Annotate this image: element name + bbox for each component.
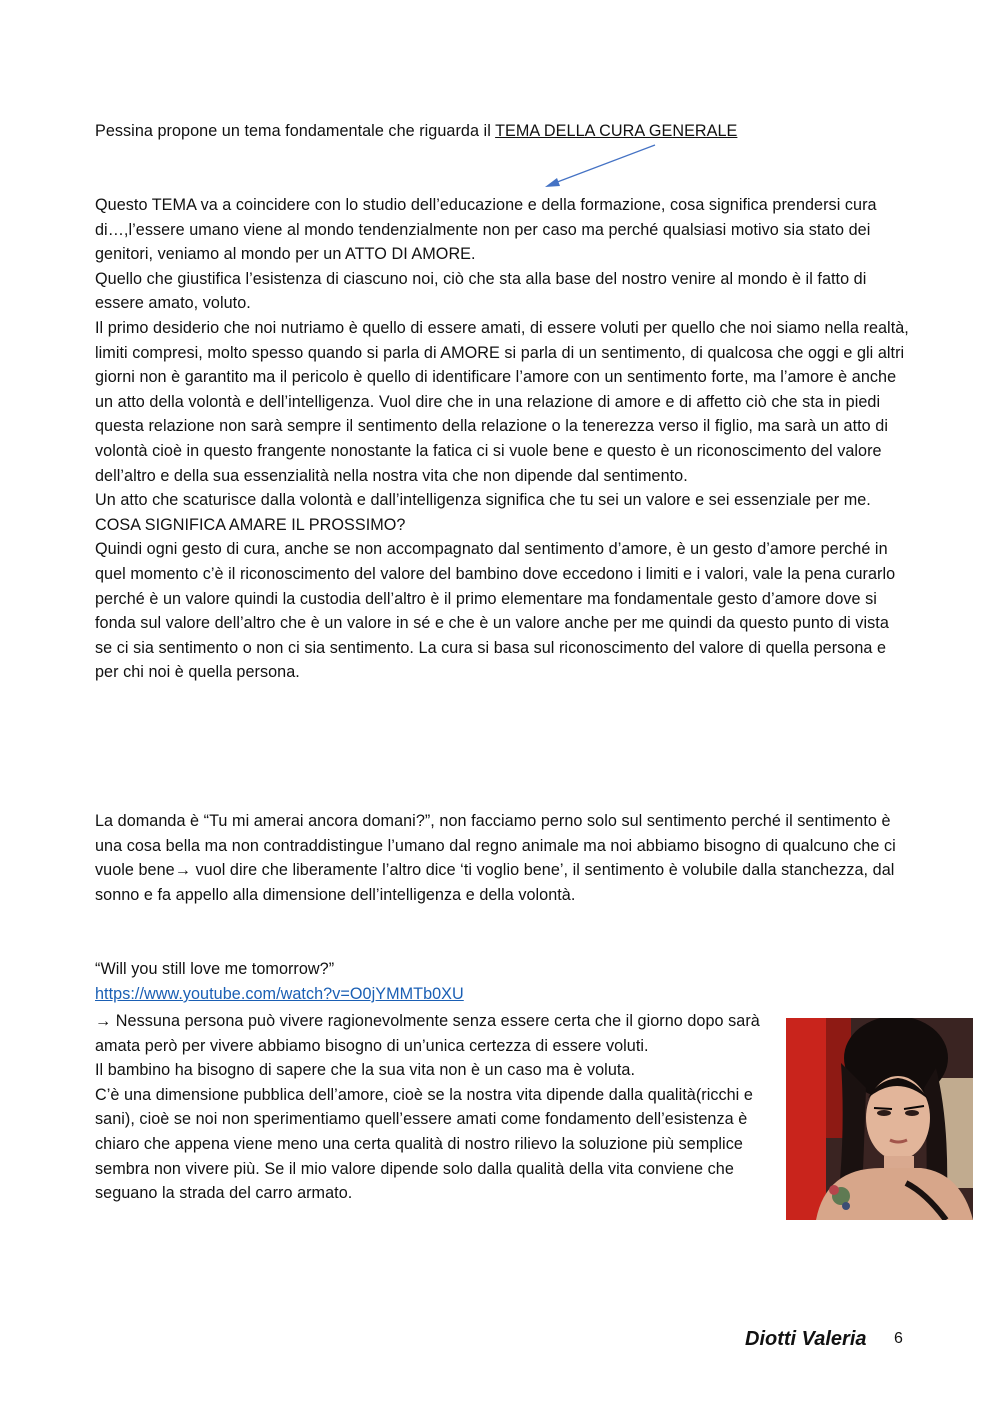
paragraph-main: Questo TEMA va a coincidere con lo studio dell’educazione e della formazione, cosa significa prendersi cura di…,l’essere umano viene al mondo tendenzialmente non per caso ma perché qualsiasi motivo sia stato dei genitori, veniamo al mondo per un ATTO DI AMORE. Quello che giustifica l’esistenza di ciascuno noi, ciò che sta alla base del nostro venire al mondo è il fatto di essere amato, voluto. Il primo desiderio che noi nutriamo è quello di essere amati, di essere voluti per quello che noi siamo nella realtà, limiti compresi, molto spesso quando si parla di AMORE si parla di un sentimento, di qualcosa che oggi e gli altri giorni non è garantito ma il pericolo è quello di identificare l’amore con un sentimento forte, ma l’amore è anche un atto della volontà e dell’intelligenza. Vuol dire che in una relazione di amore e di affetto ciò che sta in piedi questa relazione non sarà sempre il sentimento della relazione o la tenerezza verso il figlio, ma sarà un atto di volontà cioè in questo frangente nonostante la fatica ci si vuole bene e questo è un riconoscimento del valore dell’altro e della sua essenzialità nella nostra vita che non dipende dal sentimento. Un atto che scaturisce dalla volontà e dall’intelligenza significa che tu sei un valore e sei essenziale per me. COSA SIGNIFICA AMARE IL PROSSIMO? Quindi ogni gesto di cura, anche se non accompagnato dal sentimento d’amore, è un gesto d’amore perché in quel momento c’è il riconoscimento del valore del bambino dove eccedono i limiti e i valori, vale la pena curarlo perché è un valore quindi la custodia dell’altro è il primo elementare ma fondamentale gesto d’amore dove si fonda sul valore dell’altro che è un valore in sé e che è un valore anche per me quindi da questo punto di vista se ci sia sentimento o non ci sia sentimento. La cura si basa sul riconoscimento del valore di quella persona e per chi noi è quella persona. — [95, 196, 909, 682]
intro-underlined-topic: TEMA DELLA CURA GENERALE — [495, 122, 738, 140]
portrait-photo — [786, 1018, 973, 1220]
portrait-image — [786, 1018, 973, 1220]
intro-text: Pessina propone un tema fondamentale che riguarda il — [95, 122, 496, 140]
page-number: 6 — [894, 1330, 903, 1347]
paragraph-question: La domanda è “Tu mi amerai ancora domani?”, non facciamo perno solo sul sentimento perché il sentimento è una cosa bella ma non contraddistingue l’umano dal regno animale ma noi abbiamo bisogno di qualcuno che ci vuole bene→ vuol dire che liberamente l’altro dice ‘ti voglio bene’, il sentimento è volubile dalla stanchezza, dal sonno e fa appello alla dimensione dell’intelligenza e della volontà. — [95, 812, 896, 904]
youtube-link[interactable]: https://www.youtube.com/watch?v=O0jYMMTb0XU — [95, 985, 464, 1003]
intro-line — [95, 119, 910, 144]
paragraph-conclusion: → Nessuna persona può vivere ragionevolmente senza essere certa che il giorno dopo sarà amata però per vivere abbiamo bisogno di un’unica certezza di essere voluti. Il bambino ha bisogno di sapere che la sua vita non è un caso ma è voluta. C’è una dimensione pubblica dell’amore, cioè se la nostra vita dipende dalla qualità(ricchi e sani), cioè se noi non sperimentiamo quell’essere amati come fondamento dell’esistenza è chiaro che appena viene meno una certa qualità di nostro rilievo la soluzione più semplice sembra non vivere più. Se il mio valore dipende solo dalla qualità della vita conviene che seguano la strada del carro armato. — [95, 1012, 760, 1203]
author-name: Diotti Valeria — [745, 1328, 867, 1350]
youtube-link-line — [95, 982, 910, 1007]
song-title: “Will you still love me tomorrow?” — [95, 960, 335, 978]
annotation-arrow-icon — [540, 140, 665, 192]
